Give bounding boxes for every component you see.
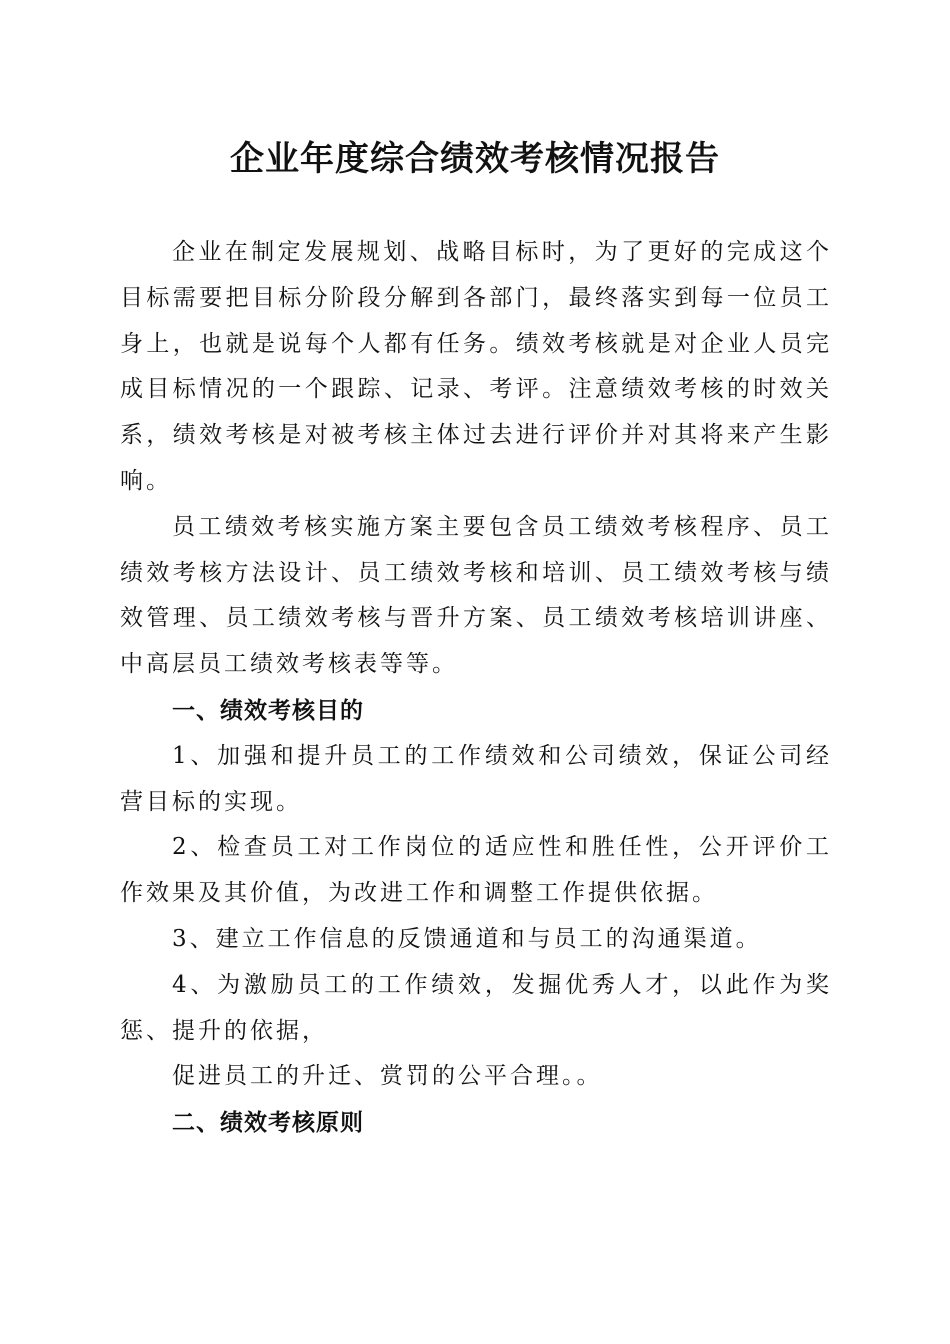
purpose-item-3: 3、建立工作信息的反馈通道和与员工的沟通渠道。 (172, 925, 762, 952)
purpose-item-4: 4、为激励员工的工作绩效，发掘优秀人才，以此作为奖惩、提升的依据， (120, 971, 832, 1044)
section-heading-principles: 二、绩效考核原则 (172, 1109, 364, 1137)
section-heading-purpose: 一、绩效考核目的 (172, 696, 364, 724)
purpose-item-1: 1、加强和提升员工的工作绩效和公司绩效，保证公司经营目标的实现。 (120, 742, 832, 815)
purpose-item-4-continued: 促进员工的升迁、赏罚的公平合理。。 (172, 1063, 603, 1090)
document-title: 企业年度综合绩效考核情况报告 (230, 139, 720, 179)
intro-paragraph: 企业在制定发展规划、战略目标时，为了更好的完成这个目标需要把目标分阶段分解到各部门，最终落实到每一位员工身上，也就是说每个人都有任务。绩效考核就是对企业人员完成目标情况的一个跟踪、记录、考评。注意绩效考核的时效关系，绩效考核是对被考核主体过去进行评价并对其将来产生影响。 (120, 239, 832, 494)
scheme-paragraph: 员工绩效考核实施方案主要包含员工绩效考核程序、员工绩效考核方法设计、员工绩效考核和培训、员工绩效考核与绩效管理、员工绩效考核与晋升方案、员工绩效考核培训讲座、中高层员工绩效考核表等等。 (120, 513, 832, 678)
purpose-item-2: 2、检查员工对工作岗位的适应性和胜任性，公开评价工作效果及其价值，为改进工作和调整工作提供依据。 (120, 834, 832, 907)
document-body (120, 230, 832, 1146)
